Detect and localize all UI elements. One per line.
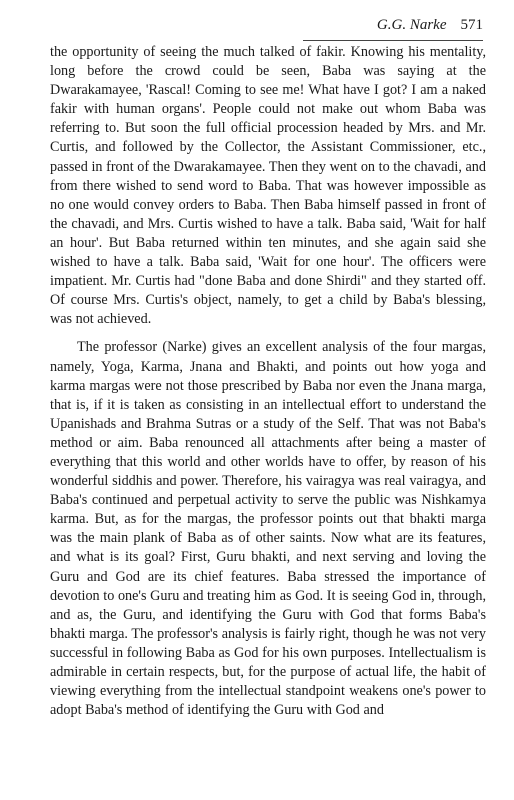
running-head-title: G.G. Narke xyxy=(376,17,447,33)
paragraph-1: the opportunity of seeing the much talked of fakir. Knowing his mentality, long before the crowd could be seen, Baba was saying at the Dwarakamayee, 'Rascal! Coming to see me! What have I got? I am a naked fakir with human organs'. People could not make out whom Baba was referring to. But soon the full official procession headed by Mrs. and Mr. Curtis, and followed by the Collector, the Assistant Commissioner, etc., passed in front of the Dwarakamayee. Then they went on to the chavadi, and from there wished to send word to Baba. That was however impossible as no one would convey orders to Baba. Then Baba himself passed in front of the chavadi, and Mrs. Curtis wished to have a talk. Baba said, 'Wait for half an hour'. But Baba returned within ten minutes, and she again said she wished to have a talk. Baba said, 'Wait for one hour'. The officers were impatient. Mr. Curtis had "done Baba and done Shirdi" and they started off. Of course Mrs. Curtis's object, namely, to get a child by Baba's blessing, was not achieved. xyxy=(50,44,486,328)
page-number: 571 xyxy=(460,17,483,33)
body-text xyxy=(50,43,486,720)
paragraph-2: The professor (Narke) gives an excellent analysis of the four margas, namely, Yoga, Karma, Jnana and Bhakti, and points out how yoga and karma margas were not those prescribed by Baba nor even the Jnana marga, that is, if it is taken as consisting in an intellectual effort to understand the Upanishads and Brahma Sutras or a study of the Self. That was not Baba's method or aim. Baba renounced all attachments after being a master of everything that this world and other worlds have to offer, by reason of his wonderful siddhis and power. Therefore, his vairagya was real vairagya, and Baba's continued and perpetual activity to serve the public was Nishkamya karma. But, as for the margas, the professor points out that bhakti marga was the main plank of Baba as of other saints. Now what are its features, and what is its goal? First, Guru bhakti, and next serving and loving the Guru and God are its chief features. Baba stressed the importance of devotion to one's Guru and treating him as God. It is seeing God in, through, and as, the Guru, and identifying the Guru with God that forms Baba's bhakti marga. The professor's analysis is fairly right, though he was not very successful in following Baba as God for his own purposes. Intellectualism is admirable in certain respects, but, for the purpose of actual life, the habit of viewing everything from the intellectual standpoint weakens one's power to adopt Baba's method of identifying the Guru with God and xyxy=(50,339,486,719)
running-head xyxy=(377,16,483,34)
header-rule xyxy=(303,40,483,41)
